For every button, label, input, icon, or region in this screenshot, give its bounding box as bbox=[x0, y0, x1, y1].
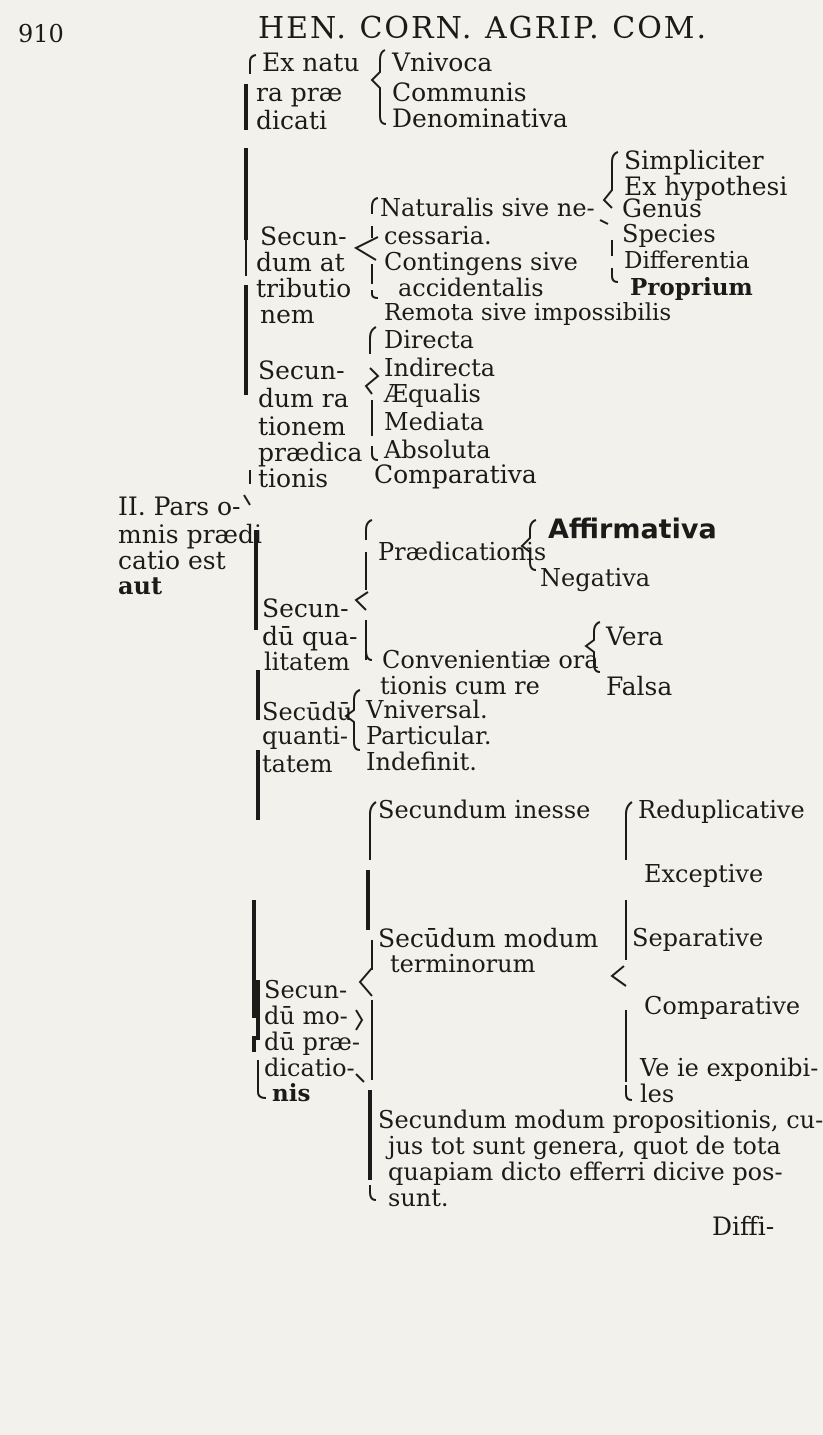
praedicationem-comparativa: Comparativa bbox=[374, 460, 537, 489]
praedicationem-directa: Directa bbox=[384, 326, 474, 354]
qualitatem-convenientiae-1: Convenientiæ ora bbox=[382, 646, 599, 674]
modum-comparative: Comparative bbox=[644, 992, 801, 1020]
praedicationem-label-3: tionem bbox=[258, 412, 346, 441]
modum-inesse: Secundum inesse bbox=[378, 796, 591, 824]
pars-label-4: aut bbox=[118, 571, 163, 600]
attributio-genus: Genus bbox=[622, 194, 702, 223]
quantitatem-label-3: tatem bbox=[262, 750, 333, 778]
natura-label-1: Ex natu bbox=[262, 48, 360, 77]
attributio-naturalis-1: Naturalis sive ne- bbox=[380, 194, 595, 222]
qualitatem-label-2: dū qua- bbox=[262, 622, 358, 651]
praedicationem-aequalis: Æqualis bbox=[384, 380, 481, 408]
attributio-contingens-2: accidentalis bbox=[398, 274, 544, 302]
qualitatem-vera: Vera bbox=[606, 622, 664, 651]
attributio-simpliciter: Simpliciter bbox=[624, 146, 764, 175]
modum-label-2: dū mo- bbox=[264, 1002, 348, 1030]
qualitatem-falsa: Falsa bbox=[606, 672, 673, 701]
attributio-contingens-1: Contingens sive bbox=[384, 248, 578, 276]
attributio-remota: Remota sive impossibilis bbox=[384, 300, 672, 326]
quantitatem-label-2: quanti- bbox=[262, 722, 349, 750]
qualitatem-affirmativa: Affirmativa bbox=[548, 514, 717, 545]
modum-terminorum-2: terminorum bbox=[390, 950, 536, 978]
modum-label-5: nis bbox=[272, 1080, 311, 1107]
modum-exponibiles-2: les bbox=[640, 1080, 675, 1108]
quantitatem-vniversal: Vniversal. bbox=[366, 696, 488, 724]
qualitatem-convenientiae-2: tionis cum re bbox=[380, 672, 540, 700]
quantitatem-indefinit: Indefinit. bbox=[366, 748, 477, 776]
attributio-proprium: Proprium bbox=[630, 274, 753, 301]
modum-exponibiles-1: Ve ie exponibi- bbox=[640, 1054, 819, 1082]
quantitatem-particular: Particular. bbox=[366, 722, 492, 750]
modum-label-1: Secun- bbox=[264, 976, 348, 1004]
attributio-naturalis-2: cessaria. bbox=[384, 222, 492, 250]
praedicationem-label-2: dum ra bbox=[258, 384, 349, 413]
page-number: 910 bbox=[18, 20, 64, 48]
praedicationem-label-1: Secun- bbox=[258, 356, 345, 385]
attributio-label-3: tributio bbox=[256, 274, 352, 303]
praedicationem-absoluta: Absoluta bbox=[384, 436, 491, 464]
praedicationem-indirecta: Indirecta bbox=[384, 354, 496, 382]
qualitatem-praedicationis: Prædicationis bbox=[378, 538, 547, 566]
attributio-differentia: Differentia bbox=[624, 248, 750, 274]
attributio-label-2: dum at bbox=[256, 248, 345, 277]
natura-option-denominativa: Denominativa bbox=[392, 104, 568, 133]
quantitatem-label-1: Secūdū bbox=[262, 698, 353, 726]
modum-reduplicative: Reduplicative bbox=[638, 796, 805, 824]
modum-label-3: dū præ- bbox=[264, 1028, 360, 1056]
modum-propositionis-4: sunt. bbox=[388, 1184, 449, 1212]
modum-label-4: dicatio- bbox=[264, 1054, 355, 1082]
modum-propositionis-1: Secundum modum propositionis, cu- bbox=[378, 1106, 823, 1134]
natura-option-communis: Communis bbox=[392, 78, 527, 107]
modum-terminorum-1: Secūdum modum bbox=[378, 924, 599, 953]
attributio-hypothesi: Ex hypothesi bbox=[624, 172, 788, 201]
qualitatem-label-3: litatem bbox=[264, 648, 350, 676]
pars-label-3: catio est bbox=[118, 546, 226, 575]
natura-option-vnivoca: Vnivoca bbox=[392, 48, 493, 77]
qualitatem-label-1: Secun- bbox=[262, 594, 349, 623]
praedicationem-label-5: tionis bbox=[258, 464, 329, 493]
natura-label-3: dicati bbox=[256, 106, 327, 135]
praedicationem-mediata: Mediata bbox=[384, 408, 485, 436]
modum-separative: Separative bbox=[632, 924, 764, 952]
attributio-species: Species bbox=[622, 220, 716, 248]
pars-label-1: II. Pars o- bbox=[118, 492, 241, 521]
catchword: Diffi- bbox=[712, 1212, 775, 1241]
modum-propositionis-3: quapiam dicto efferri dicive pos- bbox=[388, 1158, 783, 1186]
qualitatem-negativa: Negativa bbox=[540, 564, 651, 592]
natura-label-2: ra præ bbox=[256, 78, 343, 107]
attributio-label-4: nem bbox=[260, 300, 315, 329]
modum-exceptive: Exceptive bbox=[644, 860, 764, 888]
running-head: HEN. CORN. AGRIP. COM. bbox=[258, 11, 709, 46]
pars-label-2: mnis prædi bbox=[118, 520, 263, 549]
attributio-label-1: Secun- bbox=[260, 222, 347, 251]
modum-propositionis-2: jus tot sunt genera, quot de tota bbox=[388, 1132, 781, 1160]
praedicationem-label-4: prædica bbox=[258, 438, 363, 467]
